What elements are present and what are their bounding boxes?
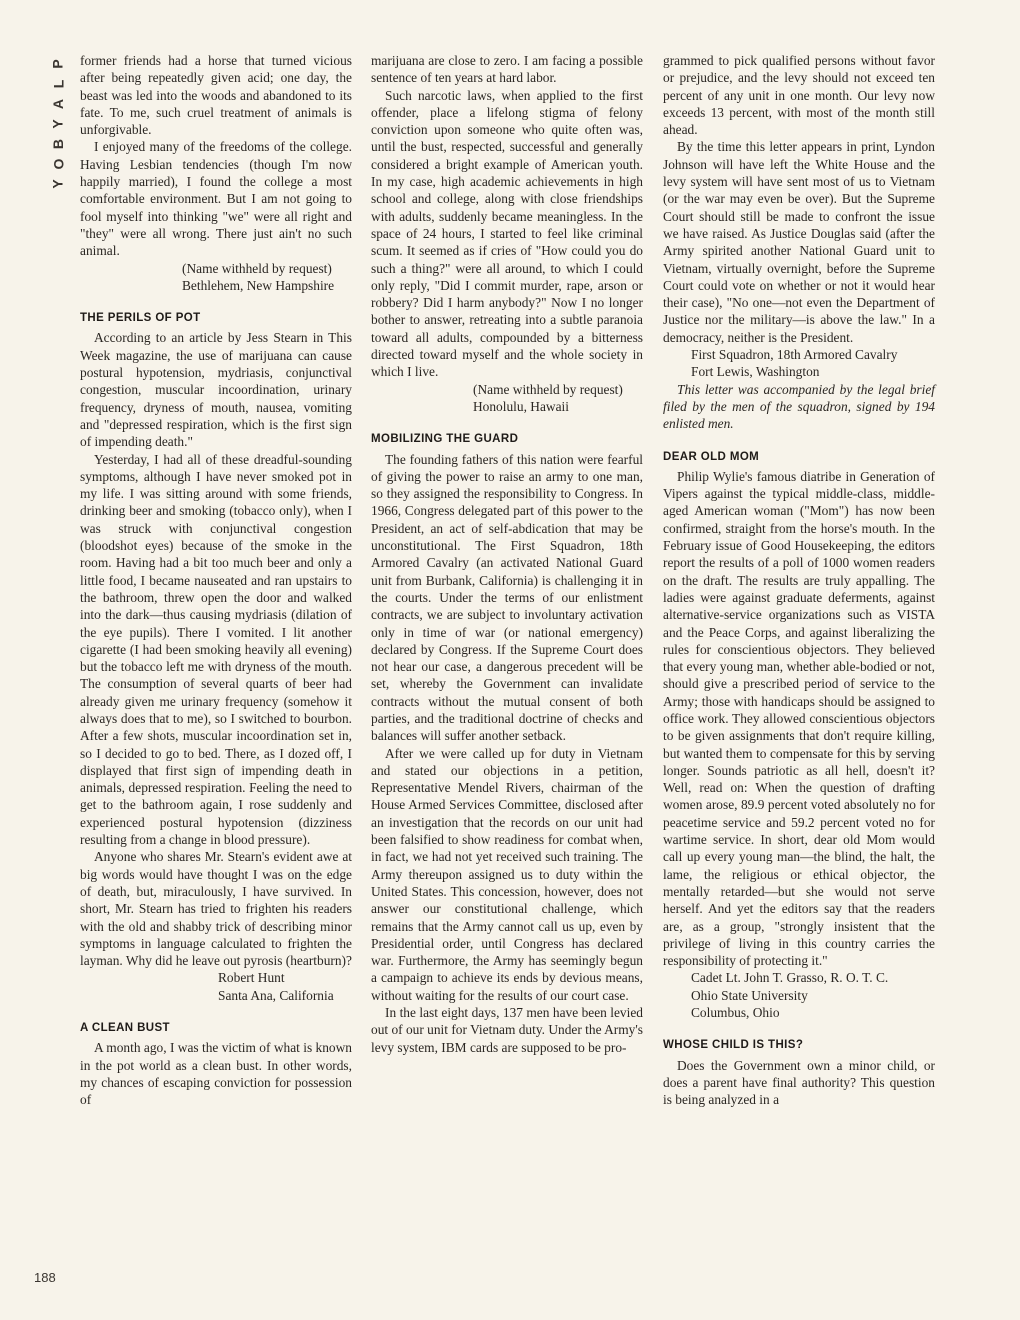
- signature-name: (Name withheld by request): [182, 260, 332, 276]
- paragraph: In the last eight days, 137 men have been levied out of our unit for Vietnam duty. Under the Army's levy system, IBM cards are supposed to be pro-: [371, 1005, 643, 1055]
- paragraph: Yesterday, I had all of these dreadful-sounding symptoms, although I have never smoked pot in my life. I was sitting around with some friends, drinking beer and smoking (tobacco only), when I was struck with conjunctival congestion (bloodshot eyes) because of the smoke in the room. Having had a bit too much beer and only a little food, I became nauseated and ran upstairs to the bathroom, threw open the door and walked into the dark—thus causing mydriasis (dilation of the eye pupils). There I vomited. I lit another cigarette (I had been smoking heavily all evening) but the tobacco left me with dryness of the mouth. The consumption of several quarts of beer had already given me urinary frequency (somehow it always does that to me), so I switched to bourbon. After a few shots, muscular incoordination set in, so I decided to go to bed. There, as I dozed off, I displayed that first sign of impending death in animals, depressed respiration. Feeling the need to get to the bathroom again, I rose suddenly and experienced postural hypotension (dizziness resulting from a change in blood pressure).: [80, 451, 352, 848]
- paragraph: grammed to pick qualified persons without favor or prejudice, and the levy should not exceed ten percent of any unit in one month. Our levy now exceeds 13 percent, with most of the month still ahead.: [663, 53, 935, 138]
- magazine-letter: A: [50, 98, 66, 110]
- signature-org: Ohio State University: [691, 987, 808, 1003]
- column-2: [371, 52, 643, 1056]
- paragraph: Does the Government own a minor child, or does a parent have final authority? This question is being analyzed in a: [663, 1057, 935, 1108]
- paragraph: After we were called up for duty in Vietnam and stated our objections in a petition, Representative Mendel Rivers, chairman of the House Armed Services Committee, disclosed after an investigation that the records on our unit had been falsified to show readiness for combat when, in fact, we had not yet received such training. The Army thereupon assigned us to duty within the United States. This concession, however, does not answer our constitutional challenge, which remains that the Army cannot call us up, even by Presidential order, until Congress has declared war. Furthermore, the Army has seemingly begun a campaign to achieve its ends by devious means, without waiting for the results of our court case.: [371, 745, 643, 1003]
- paragraph: Philip Wylie's famous diatribe in Generation of Vipers against the typical middle-class, middle-aged American woman ("Mom") has now been confirmed, straight from the horse's mouth. In the February issue of Good Housekeeping, the editors report the results of a poll of 1000 women readers on the draft. The results are truly appalling. The ladies were against graduate deferments, against alternative-service organizations such as VISTA and the Peace Corps, and against liberalizing the rules for conscientious objectors. They believed that every young man, whether able-bodied or not, should give a prescribed period of service to the Army; those with handicaps should be assigned to office work. They allowed conscientious objectors to be given assignments that don't require killing, but wanted them to compensate for this by serving longer. Sounds patriotic as all hell, doesn't it? Well, read on: When the question of drafting women arose, 89.9 percent voted absolutely no for peacetime service and 59.2 percent voted no for wartime service. In short, dear old Mom would call up every young man—the blind, the halt, the lame, the religious or ethical objector, the mentally retarded—but she would not serve herself. And yet the editors say that the readers are, as a group, "strongly insistent that the privilege of living in this country carries the responsibility of protecting it.": [663, 468, 935, 969]
- signature-place: Santa Ana, California: [218, 987, 334, 1003]
- column-1: [80, 52, 352, 1109]
- paragraph: former friends had a horse that turned vicious after being repeatedly given acid; one day, the beast was led into the woods and abandoned to its fate. To me, such cruel treatment of animals is unforgivable.: [80, 53, 352, 138]
- signature-name: Robert Hunt: [218, 970, 285, 986]
- magazine-letter: P: [50, 59, 66, 69]
- magazine-letter: B: [50, 138, 66, 150]
- signature-name: Cadet Lt. John T. Grasso, R. O. T. C.: [691, 970, 889, 986]
- page-number: 188: [34, 1270, 56, 1285]
- editor-note: This letter was accompanied by the legal brief filed by the men of the squadron, signed by 194 enlisted men.: [663, 381, 935, 432]
- magazine-letter: Y: [50, 179, 66, 189]
- paragraph: marijuana are close to zero. I am facing a possible sentence of ten years at hard labor.: [371, 53, 643, 86]
- section-heading: DEAR OLD MOM: [663, 450, 760, 463]
- paragraph: Such narcotic laws, when applied to the first offender, place a lifelong stigma of felony conviction upon someone who quite often was, until the bust, respected, successful and generally considered a bright example of American youth. In my case, high academic achievements in high school and college, along with close friendships with adults, suddenly became meaningless. In the space of 24 hours, I started to feel like criminal scum. It seemed as if cries of "How could you do such a thing?" were all around, to which I could only reply, "Did I commit murder, rape, arson or robbery? Did I harm anybody?" Now I no longer bother to answer, retreating into a subtle paranoia toward all adults, compounded by a bitterness directed toward myself and the whole society in which I live.: [371, 87, 643, 380]
- section-heading: WHOSE CHILD IS THIS?: [663, 1039, 804, 1052]
- magazine-letter: L: [50, 79, 66, 89]
- magazine-letter: Y: [50, 119, 66, 129]
- paragraph: According to an article by Jess Stearn in This Week magazine, the use of marijuana can cause postural hypotension, mydriasis, conjunctival congestion, muscular incoordination, urinary frequency, dryness of mouth, nausea, vomiting and "depressed respiration, which is the first sign of impending death.": [80, 330, 352, 450]
- paragraph: By the time this letter appears in print, Lyndon Johnson will have left the White House and the levy system will have sent most of us to Vietnam (or the war may even be over). But the Supreme Court should still be made to confront the issue we have raised. As Justice Douglas said (after the Army spirited another National Guard unit to Vietnam, virtually overnight, before the Supreme Court could vote on whether or not it would hear their case), "No one—not even the Department of Justice nor the military—is above the law." In a democracy, neither is the President.: [663, 139, 935, 345]
- paragraph: I enjoyed many of the freedoms of the college. Having Lesbian tendencies (though I'm now happily married), I found the college a most comfortable environment. But I am not going to fool myself into thinking "we" were all right and "they" were all wrong. There just ain't no such animal.: [80, 139, 352, 259]
- paragraph: A month ago, I was the victim of what is known in the pot world as a clean bust. In other words, my chances of escaping conviction for possession of: [80, 1040, 352, 1108]
- column-3: [663, 52, 935, 1109]
- paragraph: Anyone who shares Mr. Stearn's evident awe at big words would have thought I was on the edge of death, but, miraculously, I have survived. In short, Mr. Stearn has tried to frighten his readers with the old and shabby trick of describing minor symptoms in language calculated to frighten the layman. Why did he leave out pyrosis (heartburn)?: [80, 849, 352, 969]
- signature-place: Columbus, Ohio: [691, 1005, 780, 1021]
- paragraph: The founding fathers of this nation were fearful of giving the power to raise an army to one man, so they assigned the responsibility to Congress. In 1966, Congress delegated part of this power to the President, an act of self-abdication that may be unconstitutional. The First Squadron, 18th Armored Cavalry (an activated National Guard unit from Burbank, California) is challenging it in the courts. Under the terms of our enlistment contracts, we are subject to involuntary activation only in time of war (or national emergency) declared by Congress. If the Supreme Court does not hear our case, a dangerous precedent will be set, whereby the Government can invalidate contracts without the mutual consent of both parties, and the traditional doctrine of checks and balances will suffer another setback.: [371, 451, 643, 744]
- magazine-name-vertical: [48, 54, 68, 194]
- signature-name: (Name withheld by request): [473, 381, 623, 397]
- signature-name: First Squadron, 18th Armored Cavalry: [691, 347, 898, 363]
- signature-place: Honolulu, Hawaii: [473, 398, 569, 414]
- section-heading: MOBILIZING THE GUARD: [371, 433, 519, 446]
- magazine-letter: O: [49, 158, 66, 170]
- signature-place: Fort Lewis, Washington: [691, 364, 820, 380]
- section-heading: THE PERILS OF POT: [80, 312, 201, 325]
- section-heading: A CLEAN BUST: [80, 1022, 170, 1035]
- signature-place: Bethlehem, New Hampshire: [182, 277, 335, 293]
